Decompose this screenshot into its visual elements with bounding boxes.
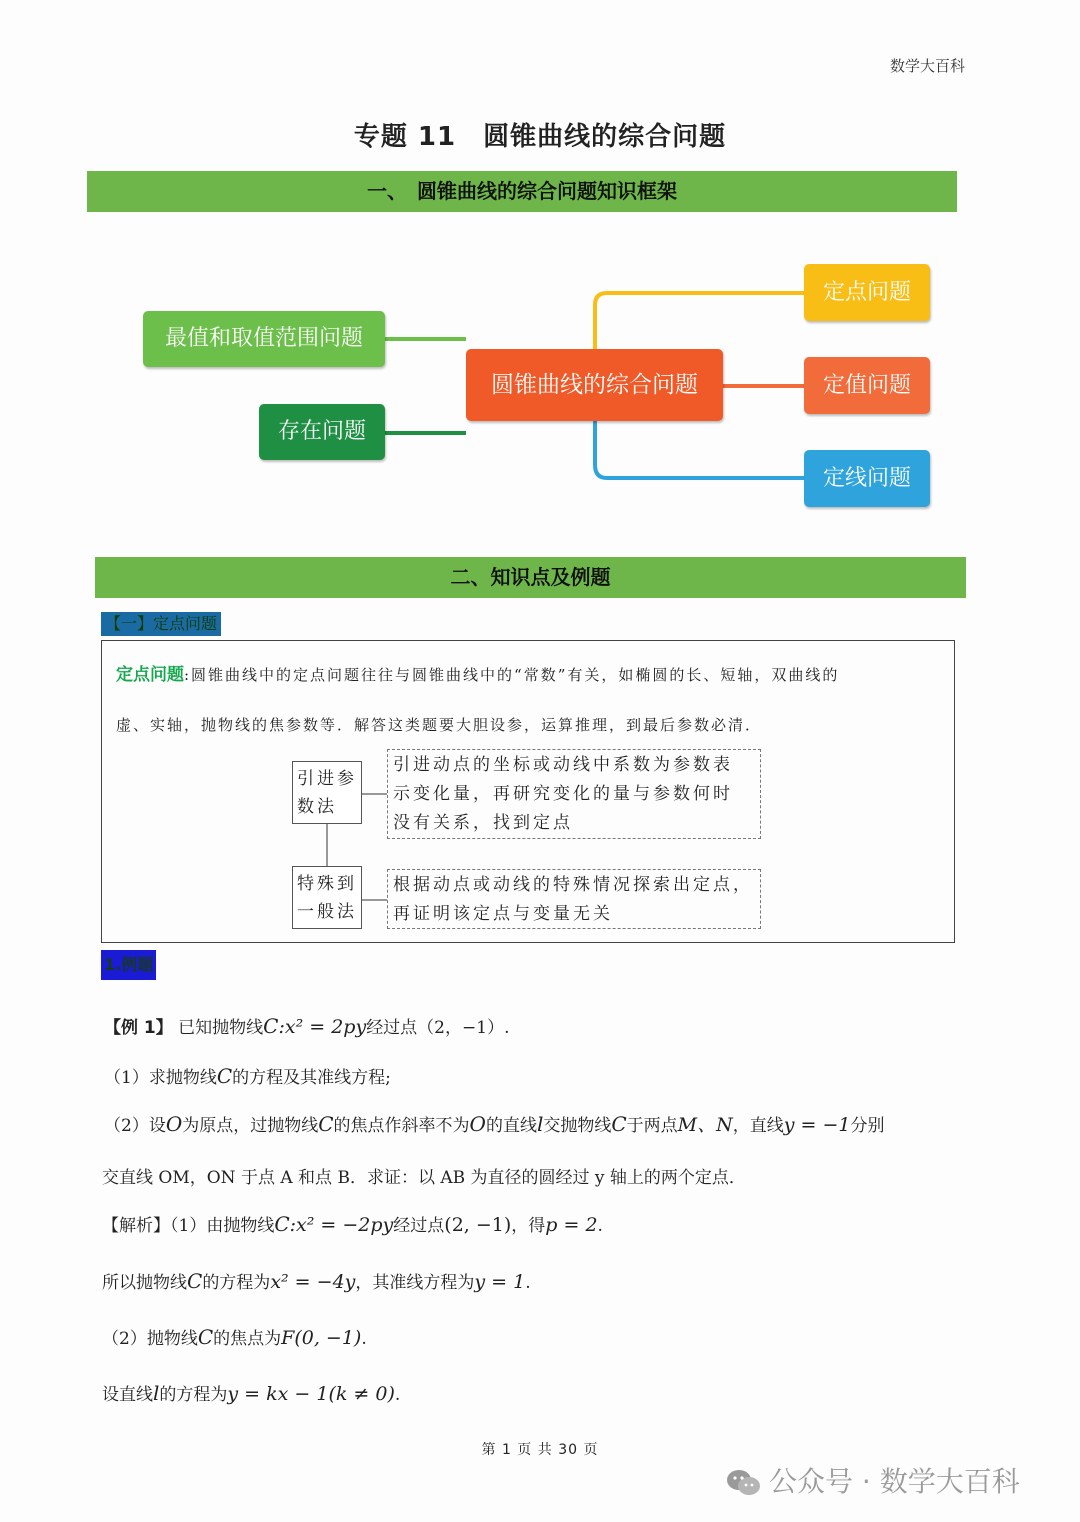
method1-name-line2: 数法 xyxy=(297,797,337,817)
example1-q2-b: 为原点，过抛物线 xyxy=(182,1116,319,1136)
solution-line2: 所以抛物线C的方程为x² = −4y，其准线方程为y = 1. xyxy=(102,1269,531,1293)
solution-line3: （2）抛物线C的焦点为F(0, −1). xyxy=(102,1325,367,1349)
method2-desc-box xyxy=(387,869,761,929)
knowledge-para-2: 虚、实轴，抛物线的焦参数等．解答这类题要大胆设参，运算推理，到最后参数必清． xyxy=(116,716,763,734)
solution-4-a: 设直线 xyxy=(102,1385,153,1405)
example1-q2-d: 的直线 xyxy=(485,1116,537,1136)
examples-tag: 1.例题 xyxy=(101,950,156,980)
method1-name-box xyxy=(292,761,362,824)
solution-4-b: 的方程为 xyxy=(159,1385,228,1405)
watermark-text: 公众号 · 数学大百科 xyxy=(769,1465,1020,1498)
math-F: F(0, −1) xyxy=(281,1327,362,1349)
example1-q2-f: 于两点 xyxy=(626,1116,678,1136)
math-C-5: C xyxy=(274,1212,290,1236)
math-C-3: C xyxy=(318,1112,334,1136)
subsection-label: 【一】定点问题 xyxy=(105,614,218,633)
example1-q2-a: （2）设 xyxy=(104,1116,166,1136)
solution-1-b: 经过点 xyxy=(393,1216,445,1236)
section-header-framework: 一、 圆锥曲线的综合问题知识框架 xyxy=(87,171,957,212)
math-O: O xyxy=(165,1112,183,1136)
math-yline: y = −1 xyxy=(783,1114,851,1136)
math-point: (2, −1) xyxy=(444,1214,512,1236)
math-dir: y = 1 xyxy=(474,1271,526,1293)
solution-2-a: 所以抛物线 xyxy=(102,1273,187,1293)
example1-q2-h: 分别 xyxy=(850,1116,885,1136)
math-l-2: l xyxy=(153,1381,160,1405)
example1-q1-b: 的方程及其准线方程; xyxy=(232,1068,391,1088)
solution-line1: 【解析】（1）由抛物线C:x² = −2py经过点(2, −1)，得p = 2. xyxy=(102,1212,603,1236)
knowledge-para-1 xyxy=(116,664,946,686)
solution-3-b: 的焦点为 xyxy=(213,1329,282,1349)
example1-stmt-a: 已知抛物线 xyxy=(178,1018,264,1038)
math-C-4: C xyxy=(611,1112,627,1136)
watermark xyxy=(725,1460,1020,1500)
math-line-eq: y = kx − 1(k ≠ 0) xyxy=(227,1383,395,1405)
example1-q2 xyxy=(104,1110,885,1137)
example1-q1 xyxy=(104,1063,391,1088)
mindmap-node-extremum: 最值和取值范围问题 xyxy=(143,311,385,367)
method1-desc-box xyxy=(387,749,761,839)
example1-q2-e: 交抛物线 xyxy=(543,1116,612,1136)
solution-1-c: ，得 xyxy=(511,1216,546,1236)
solution-2-b: 的方程为 xyxy=(202,1273,271,1293)
mindmap-node-fixed-point: 定点问题 xyxy=(804,264,930,321)
math-curve1: :x² = 2py xyxy=(278,1016,367,1038)
method2-name-line1: 特殊到 xyxy=(297,874,357,894)
math-C-6: C xyxy=(187,1269,203,1293)
page-title: 专题 11 圆锥曲线的综合问题 xyxy=(353,122,727,152)
solution-3-a: （2）抛物线 xyxy=(102,1329,198,1349)
example1-statement xyxy=(104,1013,509,1038)
example1-q2-g: ，直线 xyxy=(732,1116,784,1136)
section-header-knowledge: 二、知识点及例题 xyxy=(95,557,966,598)
math-l: l xyxy=(536,1112,544,1136)
header-brand: 数学大百科 xyxy=(890,57,966,75)
math-eq: x² = −4y xyxy=(270,1271,356,1293)
solution-label: 【解析】 xyxy=(102,1216,170,1236)
mindmap-node-center: 圆锥曲线的综合问题 xyxy=(466,349,723,421)
example1-label: 【例 1】 xyxy=(104,1018,173,1038)
method2-name-box xyxy=(292,866,362,929)
example1-q1-a: （1）求抛物线 xyxy=(104,1068,217,1088)
method2-desc-line1: 根据动点或动线的特殊情况探索出定点， xyxy=(393,875,753,895)
knowledge-lead: 定点问题 xyxy=(116,665,184,685)
example1-q2-c: 的焦点作斜率不为 xyxy=(333,1116,470,1136)
mindmap-node-fixed-value: 定值问题 xyxy=(804,357,930,414)
mindmap-node-fixed-line: 定线问题 xyxy=(804,450,930,507)
math-p: p = 2 xyxy=(545,1214,598,1236)
method1-desc-line3: 没有关系，找到定点 xyxy=(393,813,573,833)
method1-desc-line1: 引进动点的坐标或动线中系数为参数表 xyxy=(393,755,733,775)
method1-name-line1: 引进参 xyxy=(297,769,357,789)
example1-stmt-b: 经过点（2，−1）. xyxy=(366,1018,510,1038)
solution-2-c: ，其准线方程为 xyxy=(355,1273,475,1293)
math-C-2: C xyxy=(216,1064,233,1088)
math-C-7: C xyxy=(197,1325,214,1349)
method2-desc-line2: 再证明该定点与变量无关 xyxy=(393,904,613,924)
subsection-tag xyxy=(101,612,221,636)
wechat-icon xyxy=(725,1468,761,1498)
solution-line4: 设直线l的方程为y = kx − 1(k ≠ 0). xyxy=(102,1381,401,1405)
page-footer: 第 1 页 共 30 页 xyxy=(481,1442,599,1458)
example1-q2-line2: 交直线 OM，ON 于点 A 和点 B．求证：以 AB 为直径的圆经过 y 轴上的两个定点． xyxy=(102,1168,746,1188)
math-zero: O xyxy=(469,1112,486,1136)
method1-desc-line2: 示变化量，再研究变化的量与参数何时 xyxy=(393,784,733,804)
solution-1-a: （1）由抛物线 xyxy=(170,1216,275,1236)
knowledge-text-1: :圆锥曲线中的定点问题往往与圆锥曲线中的“常数”有关，如椭圆的长、短轴，双曲线的 xyxy=(184,666,840,684)
math-curve2: :x² = −2py xyxy=(289,1214,394,1236)
math-C: C xyxy=(263,1014,279,1038)
method2-name-line2: 一般法 xyxy=(297,902,357,922)
math-MN: M、N xyxy=(677,1114,733,1136)
mindmap-node-existence: 存在问题 xyxy=(259,404,385,460)
